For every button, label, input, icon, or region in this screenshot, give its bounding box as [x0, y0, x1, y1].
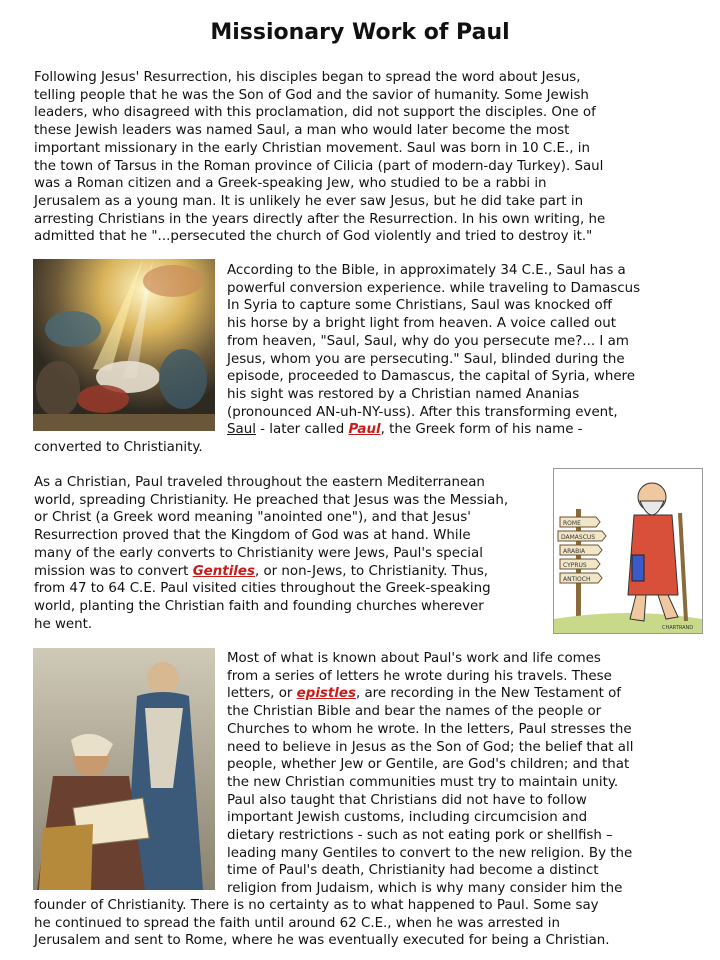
saul-link[interactable]: Saul: [227, 422, 256, 438]
text-line: dietary restrictions - such as not eating pork or shellfish –: [227, 828, 613, 844]
text-fragment: mission was to convert: [34, 563, 193, 579]
text-line: from heaven, "Saul, Saul, why do you persecute me?... I am: [227, 333, 629, 349]
text-line: his horse by a bright light from heaven. A voice called out: [227, 316, 616, 332]
letters-paragraph: [227, 650, 633, 898]
text-line: religion from Judaism, which is why many consider him the: [227, 881, 623, 897]
text-line: converted to Christianity.: [34, 440, 203, 455]
text-line: admitted that he "...persecuted the church of God violently and tried to destroy it.": [34, 229, 593, 245]
text-line: was a Roman citizen and a Greek-speaking Jew, who studied to be a rabbi in: [34, 176, 547, 192]
text-line: Churches to whom he wrote. In the letters, Paul stresses the: [227, 721, 632, 737]
text-line: In Syria to capture some Christians, Saul was knocked off: [227, 298, 612, 314]
page-title: Missionary Work of Paul: [210, 20, 510, 45]
text-line: world, spreading Christianity. He preached that Jesus was the Messiah,: [34, 492, 509, 508]
text-line: Jesus, whom you are persecuting." Saul, blinded during the: [227, 351, 625, 367]
cartoon-sign: ARABIA: [563, 548, 586, 555]
text-line: the town of Tarsus in the Roman province of Cilicia (part of modern-day Turkey). Saul: [34, 158, 604, 174]
gentiles-link[interactable]: Gentiles: [192, 563, 255, 579]
text-line: people, whether Jew or Gentile, are God's children; and that: [227, 757, 630, 773]
paul-link[interactable]: Paul: [348, 422, 381, 438]
text-line: need to believe in Jesus as the Son of God; the belief that all: [227, 739, 634, 755]
text-line: the Christian Bible and bear the names of the people or: [227, 704, 602, 720]
text-line: Jerusalem and sent to Rome, where he was eventually executed for being a Christian.: [34, 933, 610, 949]
text-line: Paul also taught that Christians did not have to follow: [227, 792, 587, 808]
text-line: from 47 to 64 C.E. Paul visited cities throughout the Greek-speaking: [34, 581, 491, 597]
text-line: Following Jesus' Resurrection, his disciples began to spread the word about Jesus,: [34, 70, 581, 85]
text-line: arresting Christians in the years directly after the Resurrection. In his own writing, he: [34, 211, 606, 227]
text-line: [227, 685, 633, 703]
cartoon-sign: ROME: [563, 520, 581, 527]
cartoon-sign: CYPRUS: [563, 562, 587, 569]
text-line: As a Christian, Paul traveled throughout the eastern Mediterranean: [34, 475, 485, 490]
text-line: (pronounced AN-uh-NY-uss). After this transforming event,: [227, 404, 618, 420]
text-line: from a series of letters he wrote during his travels. These: [227, 668, 612, 684]
text-line: many of the early converts to Christianity were Jews, Paul's special: [34, 545, 483, 561]
text-line: telling people that he was the Son of God and the savior of humanity. Some Jewish: [34, 87, 589, 103]
conversion-paragraph: [227, 262, 640, 439]
intro-paragraph: [34, 69, 605, 246]
text-line: Resurrection proved that the Kingdom of God was at hand. While: [34, 528, 471, 544]
text-line: important Jewish customs, including circumcision and: [227, 810, 588, 826]
text-line: world, planting the Christian faith and founding churches wherever: [34, 598, 484, 614]
conversion-painting: [33, 259, 215, 431]
text-line: the new Christian communities must try to maintain unity.: [227, 774, 619, 790]
text-line: these Jewish leaders was named Saul, a man who would later become the most: [34, 123, 570, 139]
text-fragment: - later called: [255, 422, 349, 438]
missions-paragraph: [34, 474, 508, 633]
text-line: Jerusalem as a young man. It is unlikely he ever saw Jesus, but he did take part in: [34, 193, 584, 209]
cartoon-sign: ANTIOCH: [563, 576, 591, 583]
text-line: powerful conversion experience. while traveling to Damascus: [227, 280, 641, 296]
text-fragment: , or non-Jews, to Christianity. Thus,: [254, 563, 489, 579]
cartoon-signature: CHARTRAND: [662, 625, 694, 631]
text-line: founder of Christianity. There is no certainty as to what happened to Paul. Some say: [34, 898, 599, 913]
text-line: important missionary in the early Christian movement. Saul was born in 10 C.E., in: [34, 140, 590, 156]
conversion-paragraph-tail: [34, 439, 203, 457]
letters-paragraph-tail: [34, 897, 610, 950]
text-line: leaders, who disagreed with this proclamation, did not support the disciples. One of: [34, 105, 596, 121]
text-line: Most of what is known about Paul's work and life comes: [227, 651, 601, 666]
text-fragment: letters, or: [227, 686, 297, 702]
text-line: or Christ (a Greek word meaning "anointed one"), and that Jesus': [34, 510, 471, 526]
text-line: he continued to spread the faith until around 62 C.E., when he was arrested in: [34, 915, 560, 931]
text-line: episode, proceeded to Damascus, the capital of Syria, where: [227, 369, 636, 385]
text-fragment: , are recording in the New Testament of: [355, 686, 622, 702]
text-fragment: , the Greek form of his name -: [380, 422, 583, 438]
paul-cartoon: [553, 468, 703, 634]
text-line: he went.: [34, 616, 93, 632]
letters-painting: [33, 648, 215, 890]
cartoon-sign: DAMASCUS: [561, 534, 596, 541]
text-line: [34, 563, 508, 581]
text-line: his sight was restored by a Christian named Ananias: [227, 386, 580, 402]
text-line: time of Paul's death, Christianity had become a distinct: [227, 863, 599, 879]
text-line: [227, 421, 640, 439]
text-line: According to the Bible, in approximately 34 C.E., Saul has a: [227, 263, 626, 278]
epistles-link[interactable]: epistles: [296, 686, 356, 702]
text-line: leading many Gentiles to convert to the new religion. By the: [227, 845, 633, 861]
